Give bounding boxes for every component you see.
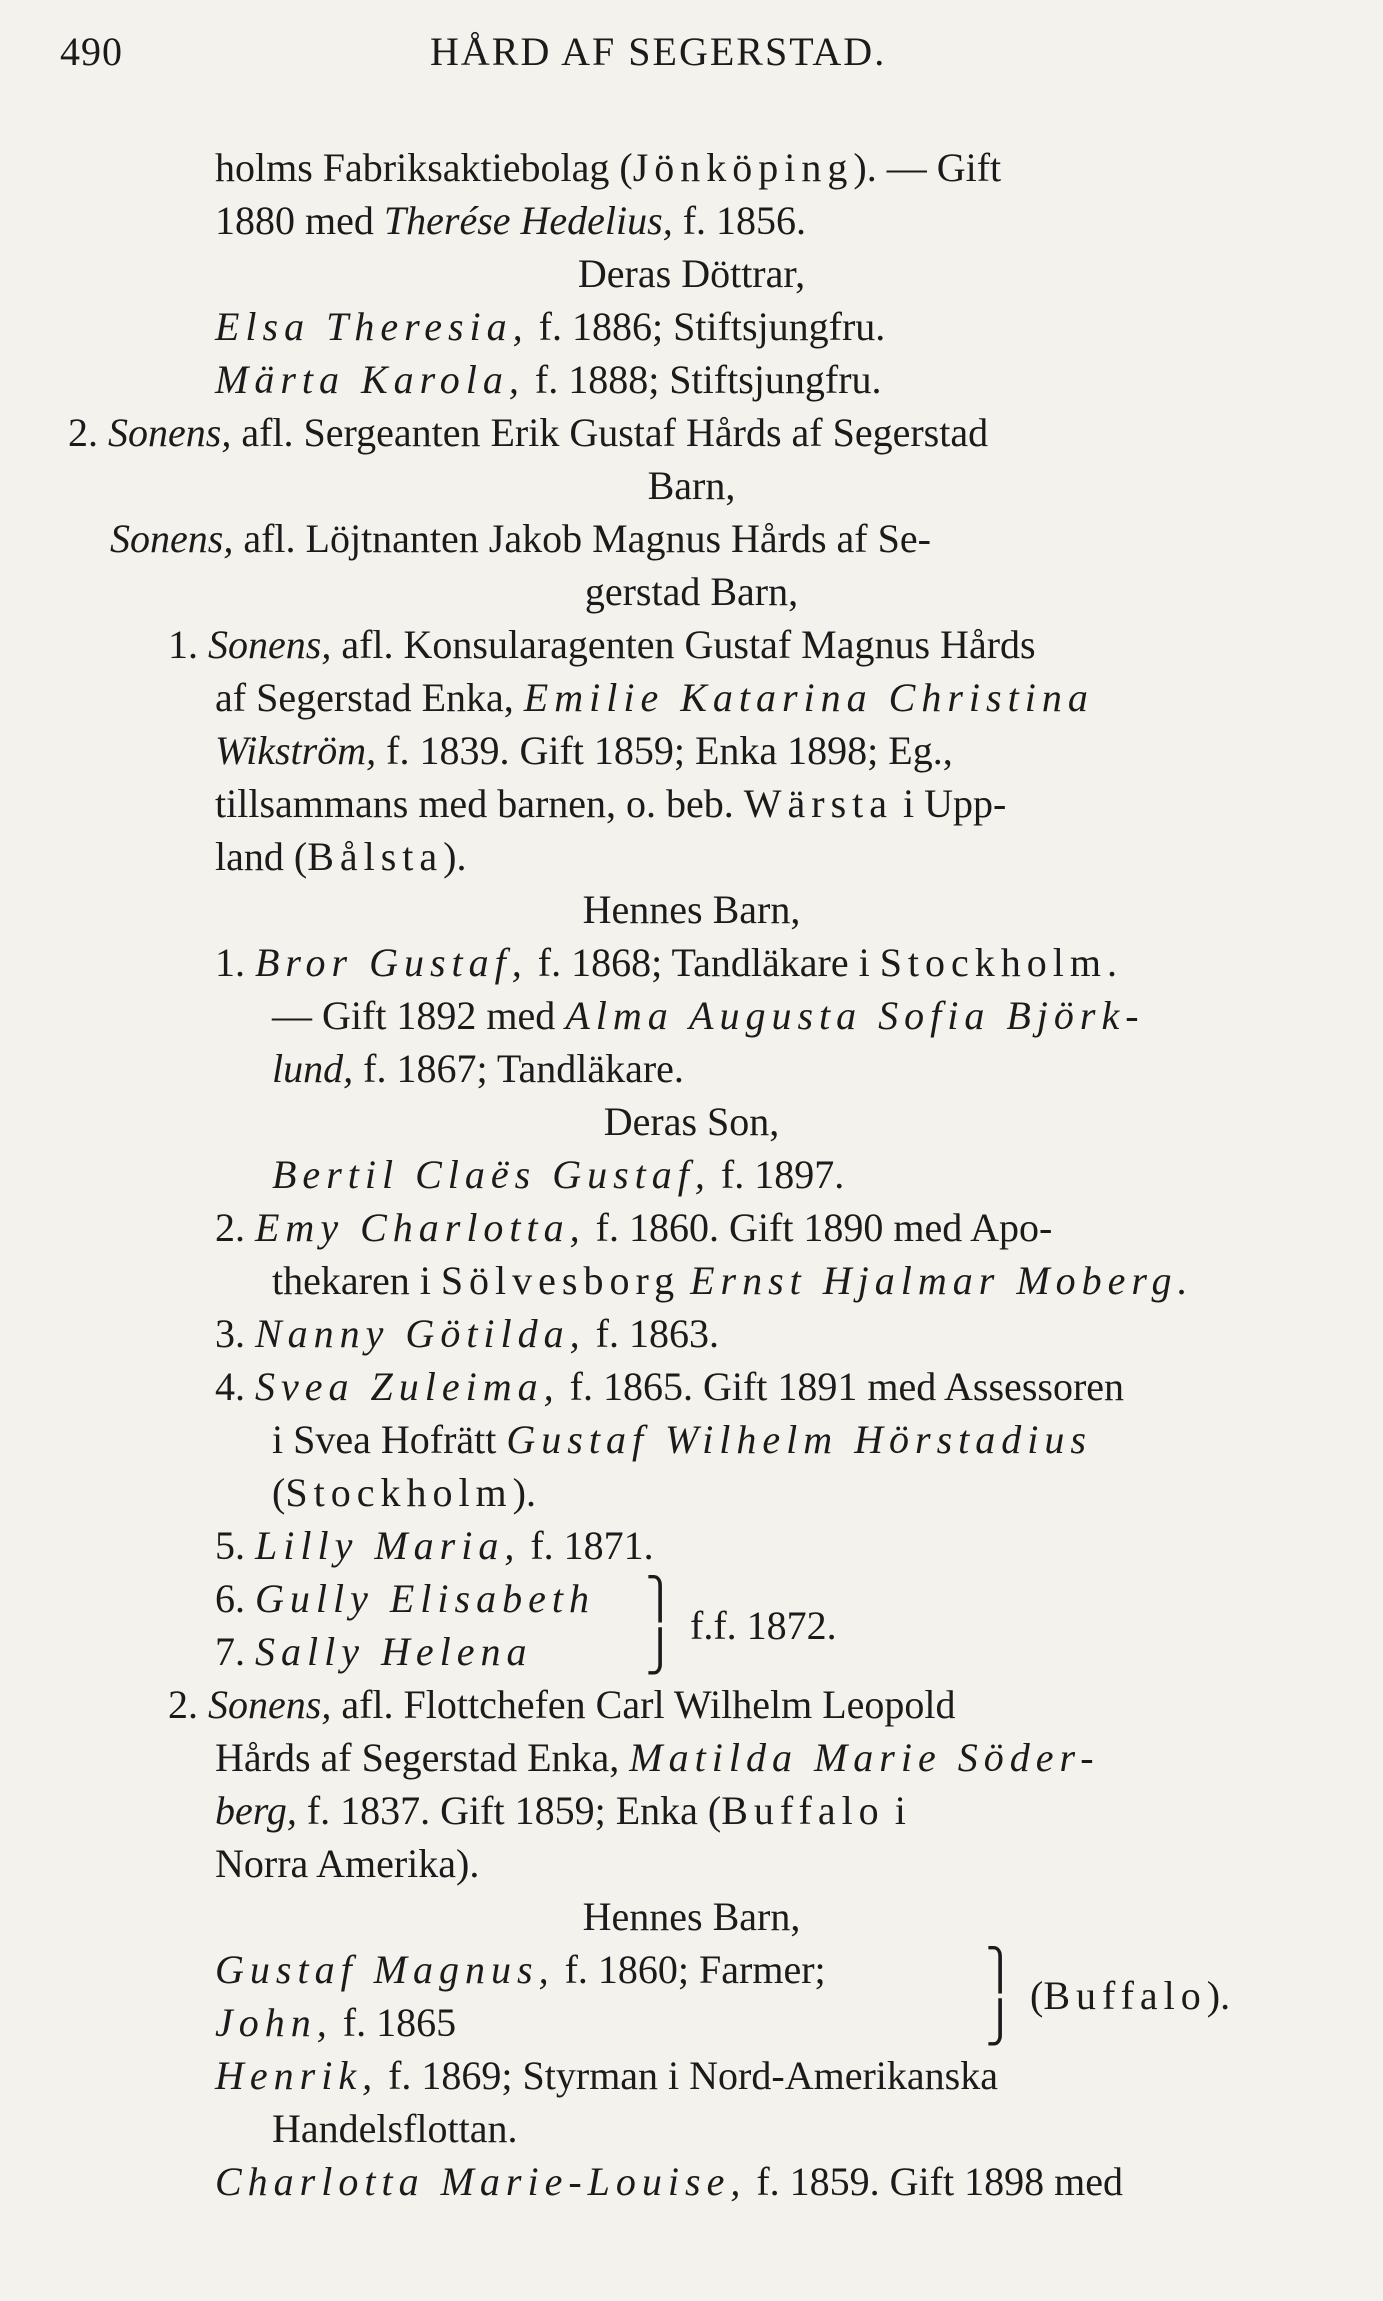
section-heading: Deras Döttrar,: [577, 251, 806, 296]
brace-mark: ⎫: [645, 1576, 675, 1621]
text-line: Sonens, afl. Löjtnanten Jakob Magnus Hårds af Se-: [110, 516, 931, 561]
text-line: John, f. 1865: [215, 2000, 457, 2045]
shared-date: f.f. 1872.: [690, 1603, 837, 1648]
text-line: Wikström, f. 1839. Gift 1859; Enka 1898; Eg.,: [215, 728, 953, 773]
text-line: Handelsflottan.: [272, 2106, 518, 2151]
text-line: tillsammans med barnen, o. beb. Wärsta i Upp-: [215, 781, 1007, 826]
text-line: berg, f. 1837. Gift 1859; Enka (Buffalo i: [215, 1788, 906, 1833]
text-line: 7. Sally Helena: [215, 1629, 533, 1674]
text-line: 1. Sonens, afl. Konsularagenten Gustaf Magnus Hårds: [168, 622, 1036, 667]
brace-mark: ⎭: [985, 2000, 1015, 2045]
text-line: Charlotta Marie-Louise, f. 1859. Gift 1898 med: [215, 2159, 1123, 2204]
text-line: 2. Sonens, afl. Sergeanten Erik Gustaf Hårds af Segerstad: [68, 410, 989, 455]
shared-place: (Buffalo).: [1030, 1973, 1231, 2018]
text-line: i Svea Hofrätt Gustaf Wilhelm Hörstadius: [272, 1417, 1092, 1462]
text-line: holms Fabriksaktiebolag (Jönköping). — Gift: [215, 145, 1002, 190]
text-line: Märta Karola, f. 1888; Stiftsjungfru.: [215, 357, 882, 402]
text-line: 4. Svea Zuleima, f. 1865. Gift 1891 med Assessoren: [215, 1364, 1125, 1409]
section-heading: Hennes Barn,: [582, 1894, 801, 1939]
section-heading: gerstad Barn,: [584, 569, 799, 614]
text-line: 6. Gully Elisabeth: [215, 1576, 595, 1621]
section-heading: Deras Son,: [603, 1099, 780, 1144]
text-line: af Segerstad Enka, Emilie Katarina Christina: [215, 675, 1094, 720]
text-line: lund, f. 1867; Tandläkare.: [272, 1046, 684, 1091]
section-heading: Barn,: [647, 463, 736, 508]
text-line: 2. Sonens, afl. Flottchefen Carl Wilhelm Leopold: [168, 1682, 956, 1727]
text-line: 5. Lilly Maria, f. 1871.: [215, 1523, 654, 1568]
text-line: thekaren i Sölvesborg Ernst Hjalmar Moberg.: [272, 1258, 1194, 1303]
text-line: 3. Nanny Götilda, f. 1863.: [215, 1311, 719, 1356]
text-line: (Stockholm).: [272, 1470, 536, 1515]
text-line: Bertil Claës Gustaf, f. 1897.: [272, 1152, 845, 1197]
page-number: 490: [60, 29, 123, 74]
text-line: 1880 med Therése Hedelius, f. 1856.: [215, 198, 807, 243]
text-line: Hårds af Segerstad Enka, Matilda Marie Söder-: [215, 1735, 1100, 1780]
text-line: Henrik, f. 1869; Styrman i Nord-Amerikanska: [215, 2053, 998, 2098]
text-line: land (Bålsta).: [215, 834, 467, 879]
brace-mark: ⎭: [645, 1629, 675, 1674]
text-line: Gustaf Magnus, f. 1860; Farmer;: [215, 1947, 826, 1992]
section-heading: Hennes Barn,: [582, 887, 801, 932]
text-line: — Gift 1892 med Alma Augusta Sofia Björk-: [272, 993, 1145, 1038]
brace-mark: ⎫: [985, 1947, 1015, 1992]
text-line: 1. Bror Gustaf, f. 1868; Tandläkare i Stockholm.: [215, 940, 1118, 985]
running-title: HÅRD AF SEGERSTAD.: [430, 29, 887, 74]
text-line: Norra Amerika).: [215, 1841, 480, 1886]
text-line: 2. Emy Charlotta, f. 1860. Gift 1890 med Apo-: [215, 1205, 1053, 1250]
text-line: Elsa Theresia, f. 1886; Stiftsjungfru.: [215, 304, 886, 349]
page-header: [60, 28, 960, 88]
